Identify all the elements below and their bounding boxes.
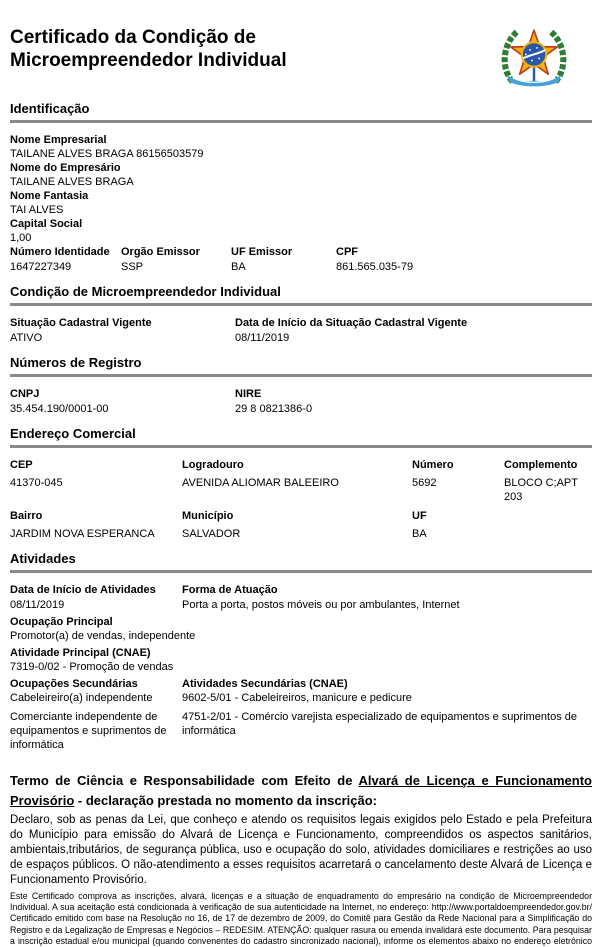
field-value-numero-identidade: 1647227349	[10, 261, 72, 273]
section-heading-identificacao: Identificação	[10, 101, 90, 116]
termo-heading	[10, 771, 592, 811]
section-heading-condicao: Condição de Microempreendedor Individual	[10, 284, 281, 299]
identity-row	[10, 245, 592, 274]
field-value-atividade-principal: 7319-0/02 - Promoção de vendas	[10, 661, 174, 673]
field-numero-identidade	[10, 245, 121, 274]
field-label-bairro: Bairro	[10, 510, 43, 522]
field-label-numero: Número	[412, 459, 454, 471]
field-label-forma-atuacao: Forma de Atuação	[182, 584, 278, 596]
field-value-capital-social: 1,00	[10, 232, 32, 244]
section-heading-registro: Números de Registro	[10, 355, 142, 370]
field-situacao-cadastral	[10, 316, 235, 345]
field-label-nire: NIRE	[235, 388, 262, 400]
section-divider	[10, 374, 592, 377]
field-value-bairro: JARDIM NOVA ESPERANCA	[10, 528, 155, 540]
section-divider	[10, 570, 592, 573]
field-value-nome-empresario: TAILANE ALVES BRAGA	[10, 176, 134, 188]
field-label-logradouro: Logradouro	[182, 459, 244, 471]
field-value-orgao-emissor: SSP	[121, 261, 144, 273]
field-forma-atuacao	[182, 583, 592, 612]
field-label-ocupacao-principal: Ocupação Principal	[10, 616, 113, 628]
field-complemento	[504, 458, 592, 504]
field-cpf	[336, 245, 592, 274]
table-row-ocupacao: Cabeleireiro(a) independente	[10, 692, 153, 704]
field-municipio	[182, 509, 412, 541]
section-heading-endereco: Endereço Comercial	[10, 426, 136, 441]
field-label-atividade-principal: Atividade Principal (CNAE)	[10, 647, 151, 659]
field-value-ocupacao-principal: Promotor(a) de vendas, independente	[10, 630, 196, 642]
field-logradouro	[182, 458, 412, 504]
table-row-cnae: 9602-5/01 - Cabeleireiros, manicure e pedicure	[182, 692, 412, 704]
field-label-numero-identidade: Número Identidade	[10, 246, 110, 258]
field-value-uf-emissor: BA	[231, 261, 246, 273]
field-label-situacao-cadastral: Situação Cadastral Vigente	[10, 317, 152, 329]
field-atividade-principal	[10, 646, 592, 674]
field-value-municipio: SALVADOR	[182, 528, 241, 540]
field-label-nome-empresario: Nome do Empresário	[10, 162, 121, 174]
field-ocupacao-principal	[10, 615, 592, 643]
column-header-ocupacoes-secundarias: Ocupações Secundárias	[10, 678, 138, 690]
field-value-forma-atuacao: Porta a porta, postos móveis ou por ambulantes, Internet	[182, 599, 460, 611]
field-label-orgao-emissor: Orgão Emissor	[121, 246, 200, 258]
endereco-table	[10, 458, 592, 541]
field-data-inicio-situacao	[235, 316, 592, 345]
field-nire	[235, 387, 592, 416]
field-label-municipio: Município	[182, 510, 234, 522]
field-value-nire: 29 8 0821386-0	[235, 403, 313, 415]
status-badge: ATIVO	[10, 332, 43, 344]
atividades-row-1	[10, 583, 592, 612]
field-cnpj	[10, 387, 235, 416]
field-label-complemento: Complemento	[504, 459, 578, 471]
document-header	[10, 0, 592, 91]
field-value-cnpj: 35.454.190/0001-00	[10, 403, 109, 415]
field-label-capital-social: Capital Social	[10, 218, 83, 230]
field-value-complemento: BLOCO C;APT 203	[504, 477, 578, 503]
field-value-uf: BA	[412, 528, 427, 540]
section-divider	[10, 445, 592, 448]
termo-heading-underlined: Alvará de Licença e Funcionamento Provisório	[10, 773, 592, 808]
table-row-ocupacao: Comerciante independente de equipamentos e suprimentos de informática	[10, 711, 167, 751]
field-value-logradouro: AVENIDA ALIOMAR BALEEIRO	[182, 477, 339, 489]
section-heading-atividades: Atividades	[10, 551, 76, 566]
atividades-secundarias-table	[10, 677, 592, 752]
field-value-nome-empresarial: TAILANE ALVES BRAGA 86156503579	[10, 148, 204, 160]
field-uf-emissor	[231, 245, 336, 274]
identificacao-fields	[10, 133, 592, 274]
registro-row	[10, 387, 592, 416]
condicao-row	[10, 316, 592, 345]
field-orgao-emissor	[121, 245, 231, 274]
termo-section	[10, 771, 592, 947]
field-label-cep: CEP	[10, 459, 33, 471]
field-value-numero: 5692	[412, 477, 437, 489]
field-value-data-inicio-situacao: 08/11/2019	[235, 332, 290, 344]
field-label-uf: UF	[412, 510, 427, 522]
field-uf	[412, 509, 504, 541]
endereco-row-2	[10, 509, 592, 541]
endereco-empty-cell	[504, 509, 592, 541]
page-title: Certificado da Condição de Microempreendedor Individual	[10, 27, 287, 71]
field-value-cep: 41370-045	[10, 477, 63, 489]
column-header-atividades-secundarias: Atividades Secundárias (CNAE)	[182, 678, 348, 690]
fine-print-paragraph: Este Certificado comprova as inscrições, alvará, licenças e a situação de enquadramento do empresário na condição de Microempreendedor Individual. A sua aceitação está condicionada à verificação de sua autenticidade na Internet, no endereço: http://www.portaldoempreendedor.gov.br/ Certificado emitido com base na Resolução no 16, de 17 de dezembro de 2009, do Comitê para Gestão da Rede Nacional para a Simplificação do Registro e da Legalização de Empresas e Negócios – REDESIM. ATENÇÃO: qualquer rasura ou emenda invalidará este documento. Para pesquisar a inscrição estadual e/ou municipal (quando convenentes do cadastro sincronizado nacional), informe os elementos abaixo no endereço eletrônico	[10, 891, 592, 946]
field-label-uf-emissor: UF Emissor	[231, 246, 293, 258]
field-label-cnpj: CNPJ	[10, 388, 40, 400]
endereco-row-1	[10, 458, 592, 504]
termo-heading-prefix: Termo de Ciência e Responsabilidade com Efeito de	[10, 773, 359, 788]
field-label-nome-empresarial: Nome Empresarial	[10, 134, 107, 146]
declaration-paragraph: Declaro, sob as penas da Lei, que conheço e atendo os requisitos legais exigidos pelo Estado e pela Prefeitura do Município para emissão do Alvará de Licença e Funcionamento, compreendidos os aspectos sanitários, ambientais,tributários, de segurança pública, uso e ocupação do solo, atividades domiciliares e restrições ao uso de espaços públicos. O não-atendimento a esses requisitos acarretará o cancelamento deste Alvará de Licença e Funcionamento Provisório.	[10, 814, 592, 886]
field-bairro	[10, 509, 182, 541]
brazil-coat-of-arms-icon	[494, 24, 574, 91]
table-row-cnae: 4751-2/01 - Comércio varejista especializado de equipamentos e suprimentos de informática	[182, 711, 578, 737]
field-data-inicio-atividades	[10, 583, 182, 612]
field-value-nome-fantasia: TAI ALVES	[10, 204, 64, 216]
field-value-data-inicio-atividades: 08/11/2019	[10, 599, 65, 611]
field-numero	[412, 458, 504, 504]
field-label-nome-fantasia: Nome Fantasia	[10, 190, 89, 202]
field-value-cpf: 861.565.035-79	[336, 261, 414, 273]
field-cep	[10, 458, 182, 504]
section-divider	[10, 303, 592, 306]
termo-heading-suffix: - declaração prestada no momento da inscrição:	[74, 793, 377, 808]
field-label-cpf: CPF	[336, 246, 358, 258]
field-label-data-inicio-atividades: Data de Início de Atividades	[10, 584, 156, 596]
field-label-data-inicio-situacao: Data de Início da Situação Cadastral Vigente	[235, 317, 468, 329]
section-divider	[10, 120, 592, 123]
